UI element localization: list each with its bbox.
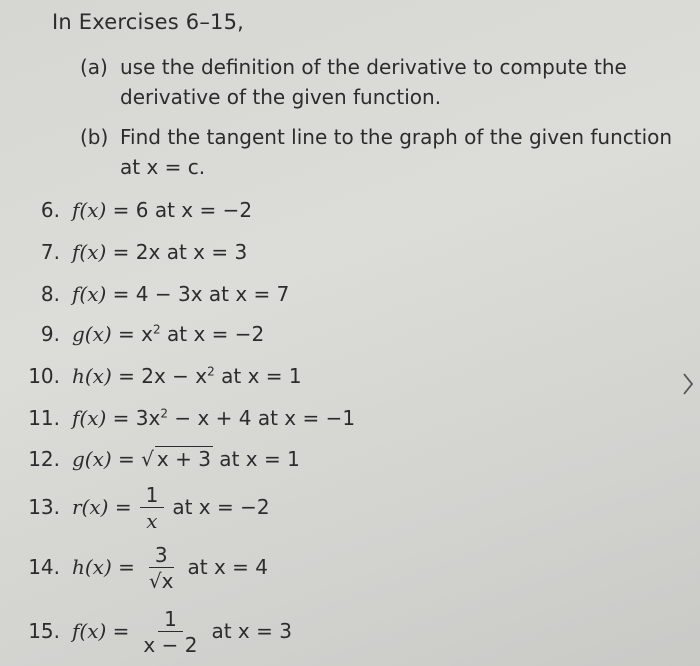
- exercise-number: 9.: [40, 322, 60, 346]
- exercise-number: 11.: [28, 406, 60, 430]
- function-name: f(x): [72, 198, 107, 222]
- exercise-number: 6.: [40, 198, 60, 222]
- radicand: x + 3: [156, 447, 211, 471]
- expression: = $2x - x^2$ at x = 1: [118, 364, 302, 388]
- expression: at x = 4: [187, 555, 268, 579]
- equals-sign: =: [112, 619, 130, 643]
- equals-sign: =: [114, 495, 132, 519]
- exercise-11: [16, 406, 355, 430]
- exercise-14: [16, 544, 268, 593]
- denominator: x − 2: [143, 633, 198, 657]
- expression: = 6 at x = −2: [112, 198, 253, 222]
- exercise-15: [16, 608, 292, 657]
- fraction: [143, 544, 180, 593]
- exercise-number: 12.: [28, 447, 60, 471]
- expression: at x = 3: [211, 619, 292, 643]
- part-b-text: Find the tangent line to the graph of the given function at x = c.: [120, 125, 673, 179]
- function-name: h(x): [72, 555, 112, 579]
- function-name: g(x): [72, 447, 112, 471]
- exponent: 2: [153, 322, 161, 337]
- fraction: [137, 608, 203, 657]
- exercise-number: 13.: [28, 495, 60, 519]
- function-name: g(x): [72, 322, 112, 346]
- exercise-number: 14.: [28, 555, 60, 579]
- exercises-heading: In Exercises 6–15,: [52, 10, 245, 34]
- function-name: r(x): [72, 495, 109, 519]
- exercise-number: 15.: [28, 619, 60, 643]
- part-a-text: use the definition of the derivative to compute the derivative of the given function.: [120, 55, 627, 109]
- numerator: 3: [149, 544, 174, 568]
- fraction: [140, 484, 165, 533]
- equals-sign: =: [118, 555, 135, 579]
- function-name: f(x): [72, 406, 107, 430]
- denominator: √x: [148, 569, 174, 593]
- exponent: 2: [160, 406, 168, 421]
- exercise-7: [16, 240, 247, 264]
- exercise-12: [16, 446, 300, 471]
- exercise-10: [16, 364, 302, 388]
- function-name: f(x): [72, 240, 107, 264]
- expression: = $x^2$ at x = −2: [118, 322, 265, 346]
- denominator: x: [146, 509, 158, 533]
- part-a-tag: (a): [80, 55, 108, 79]
- exercise-number: 7.: [40, 240, 60, 264]
- exponent: 2: [207, 364, 215, 379]
- exercise-number: 8.: [40, 282, 60, 306]
- function-name: f(x): [72, 282, 107, 306]
- expression: at x = −2: [172, 495, 270, 519]
- numerator: 1: [158, 608, 183, 632]
- function-name: f(x): [72, 619, 107, 643]
- expression: = 4 − 3x at x = 7: [112, 282, 290, 306]
- expression: = 2x at x = 3: [112, 240, 248, 264]
- numerator: 1: [140, 484, 165, 508]
- expression: = √ x + 3 at x = 1: [118, 447, 300, 471]
- function-name: h(x): [72, 364, 112, 388]
- part-b-tag: (b): [80, 125, 109, 149]
- cursor-arrow-icon: [682, 372, 694, 396]
- exercise-13: [16, 484, 270, 533]
- expression: = $3x^2 - x + 4$ at x = −1: [112, 406, 356, 430]
- exercise-number: 10.: [28, 364, 60, 388]
- exercise-8: [16, 282, 289, 306]
- exercise-9: [16, 322, 264, 346]
- exercise-6: [16, 198, 252, 222]
